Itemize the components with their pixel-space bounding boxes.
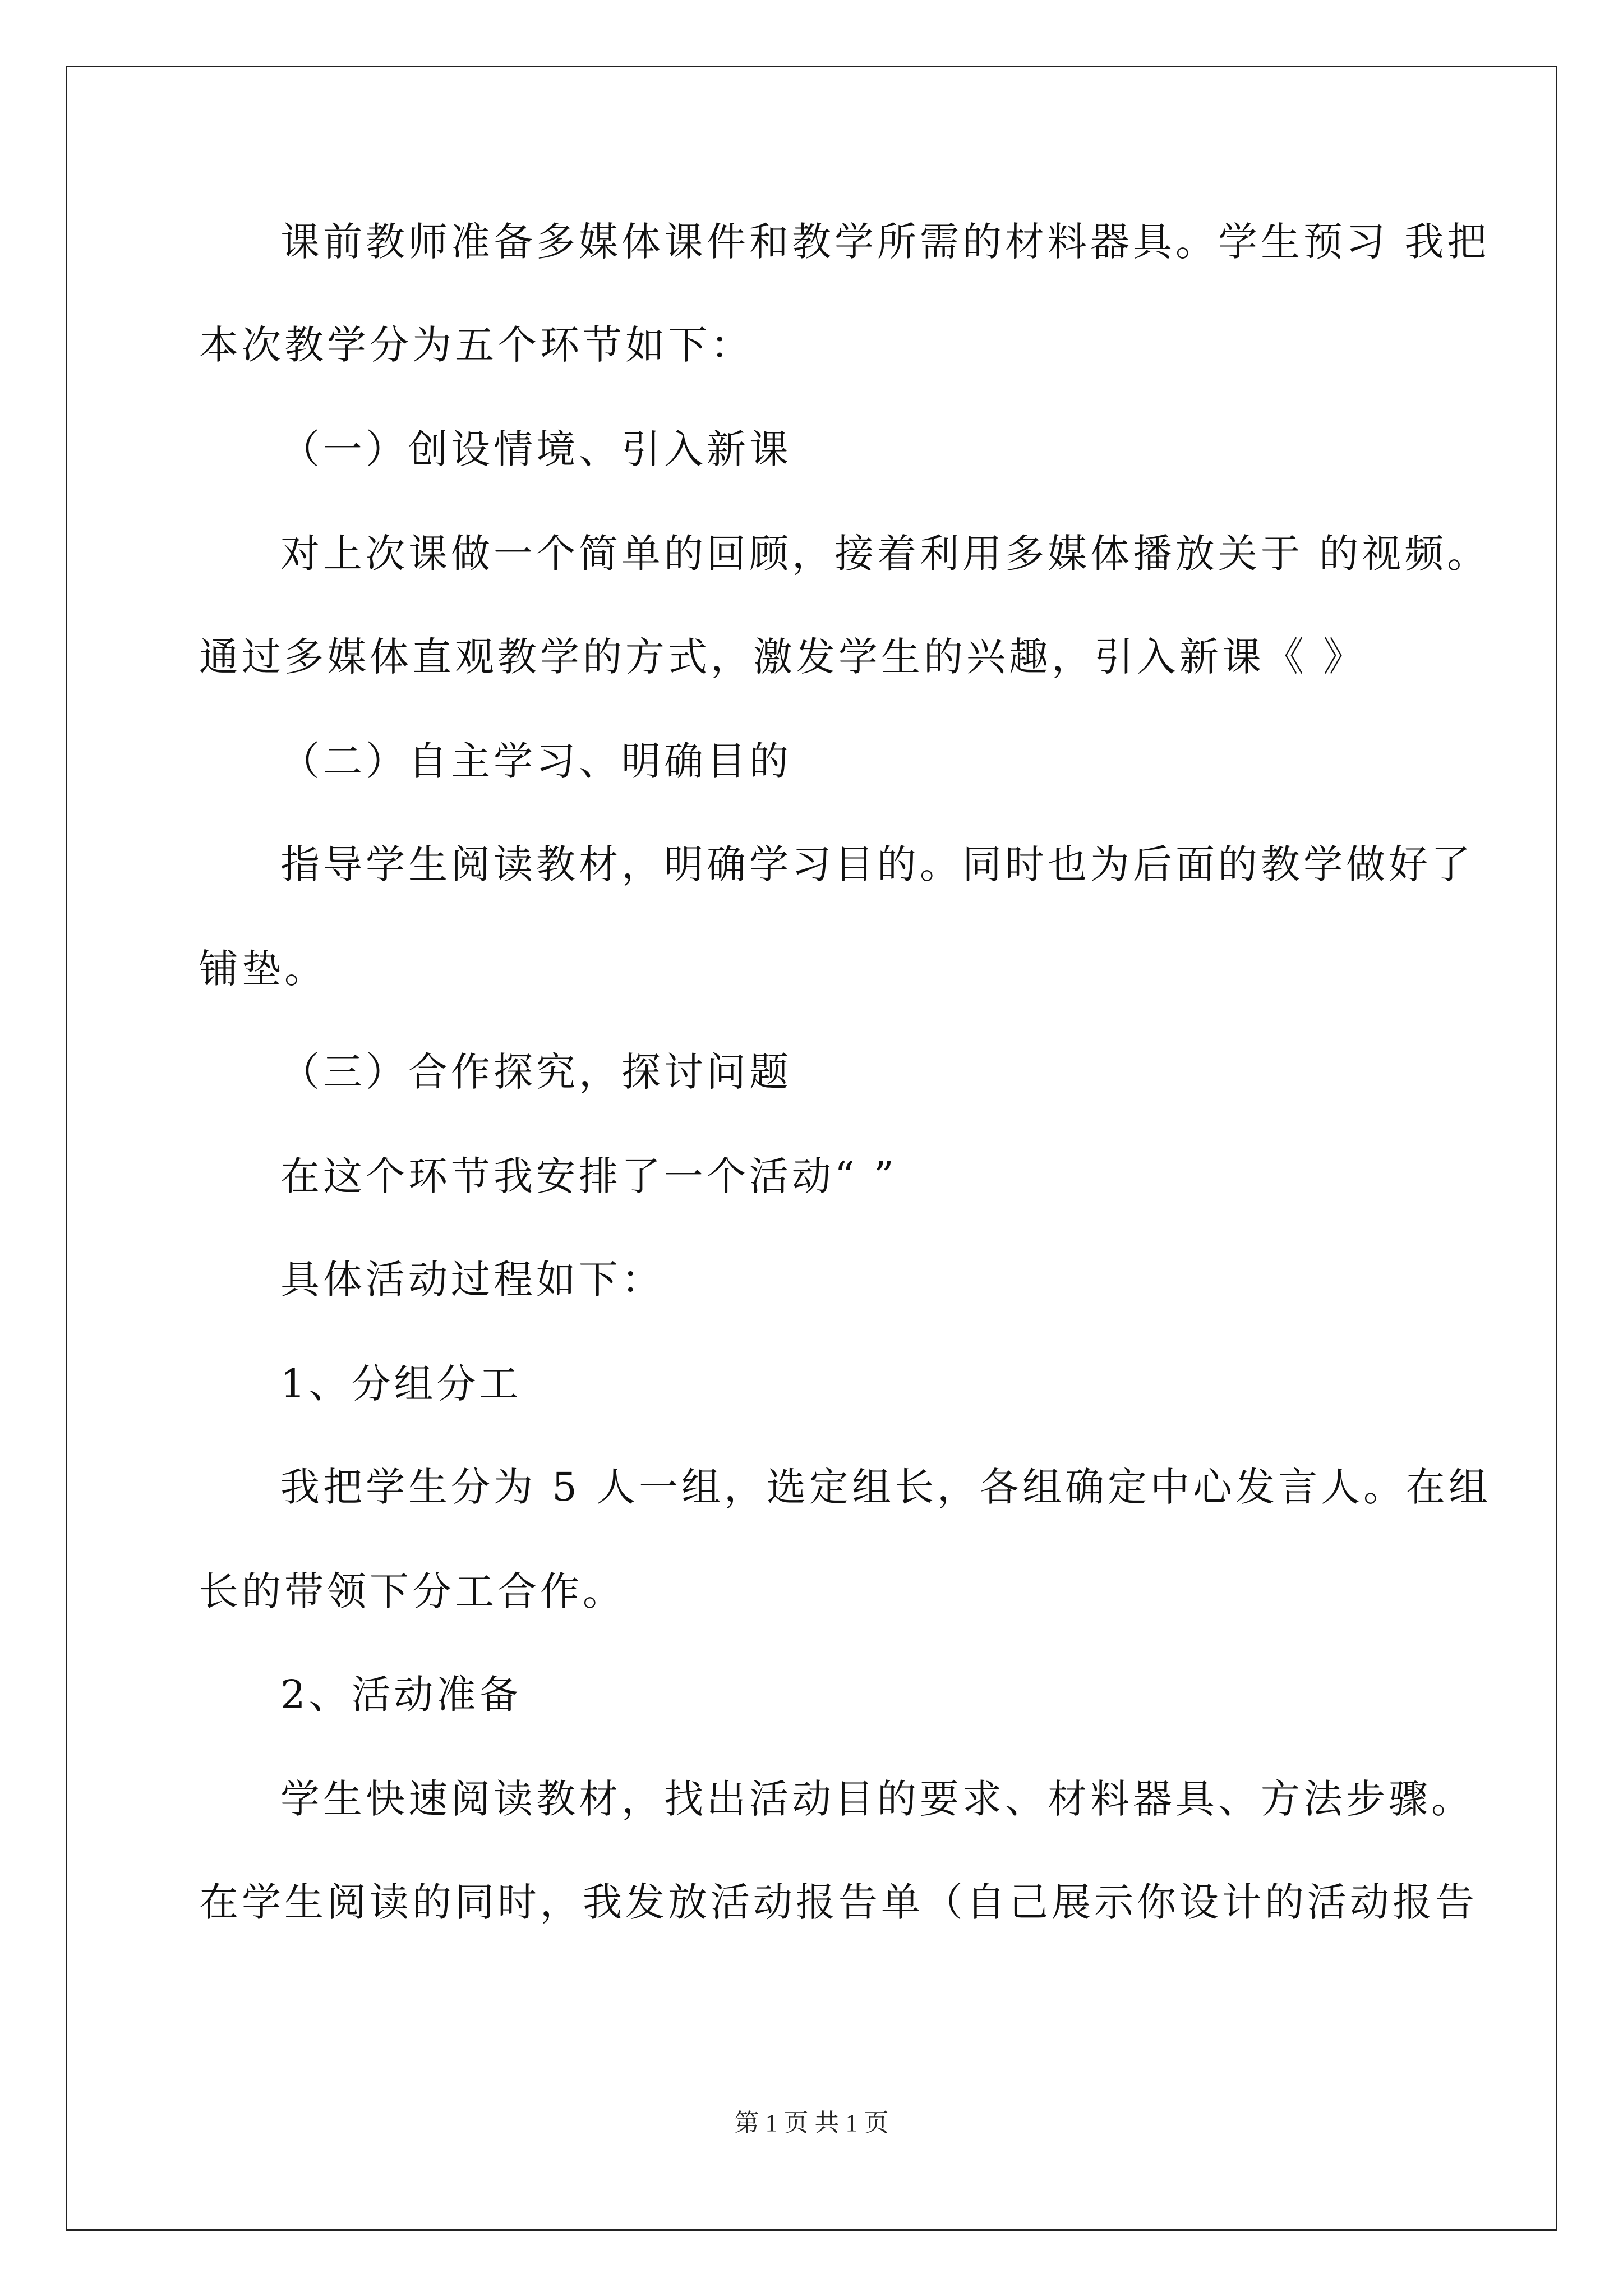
paragraph-line: 具体活动过程如下： xyxy=(280,1257,664,1303)
section-heading: （三）合作探究，探讨问题 xyxy=(280,1049,792,1095)
paragraph-line: 对上次课做一个简单的回顾，接着利用多媒体播放关于 的视频。 xyxy=(280,531,1490,577)
paragraph-line: 学生快速阅读教材，找出活动目的要求、材料器具、方法步骤。 xyxy=(280,1776,1474,1822)
paragraph-line: 本次教学分为五个环节如下： xyxy=(199,322,753,368)
paragraph-line: 在学生阅读的同时，我发放活动报告单（自己展示你设计的活动报告 xyxy=(199,1879,1478,1925)
page-number-footer: 第 1 页 共 1 页 xyxy=(734,2109,889,2137)
paragraph-line: 铺垫。 xyxy=(199,946,327,992)
paragraph-line: 在这个环节我安排了一个活动“ ” xyxy=(280,1153,897,1199)
section-heading: （二）自主学习、明确目的 xyxy=(280,738,792,784)
paragraph-line: 我把学生分为 5 人一组，选定组长，各组确定中心发言人。在组 xyxy=(280,1464,1492,1510)
section-heading: （一）创设情境、引入新课 xyxy=(280,426,792,472)
paragraph-line: 长的带领下分工合作。 xyxy=(199,1568,625,1614)
list-item-heading: 1、分组分工 xyxy=(280,1361,522,1407)
list-item-heading: 2、活动准备 xyxy=(280,1672,522,1718)
paragraph-line: 通过多媒体直观教学的方式，激发学生的兴趣，引入新课《 》 xyxy=(199,634,1366,680)
paragraph-line: 课前教师准备多媒体课件和教学所需的材料器具。学生预习 我把 xyxy=(280,219,1490,265)
paragraph-line: 指导学生阅读教材，明确学习目的。同时也为后面的教学做好了 xyxy=(280,841,1474,887)
